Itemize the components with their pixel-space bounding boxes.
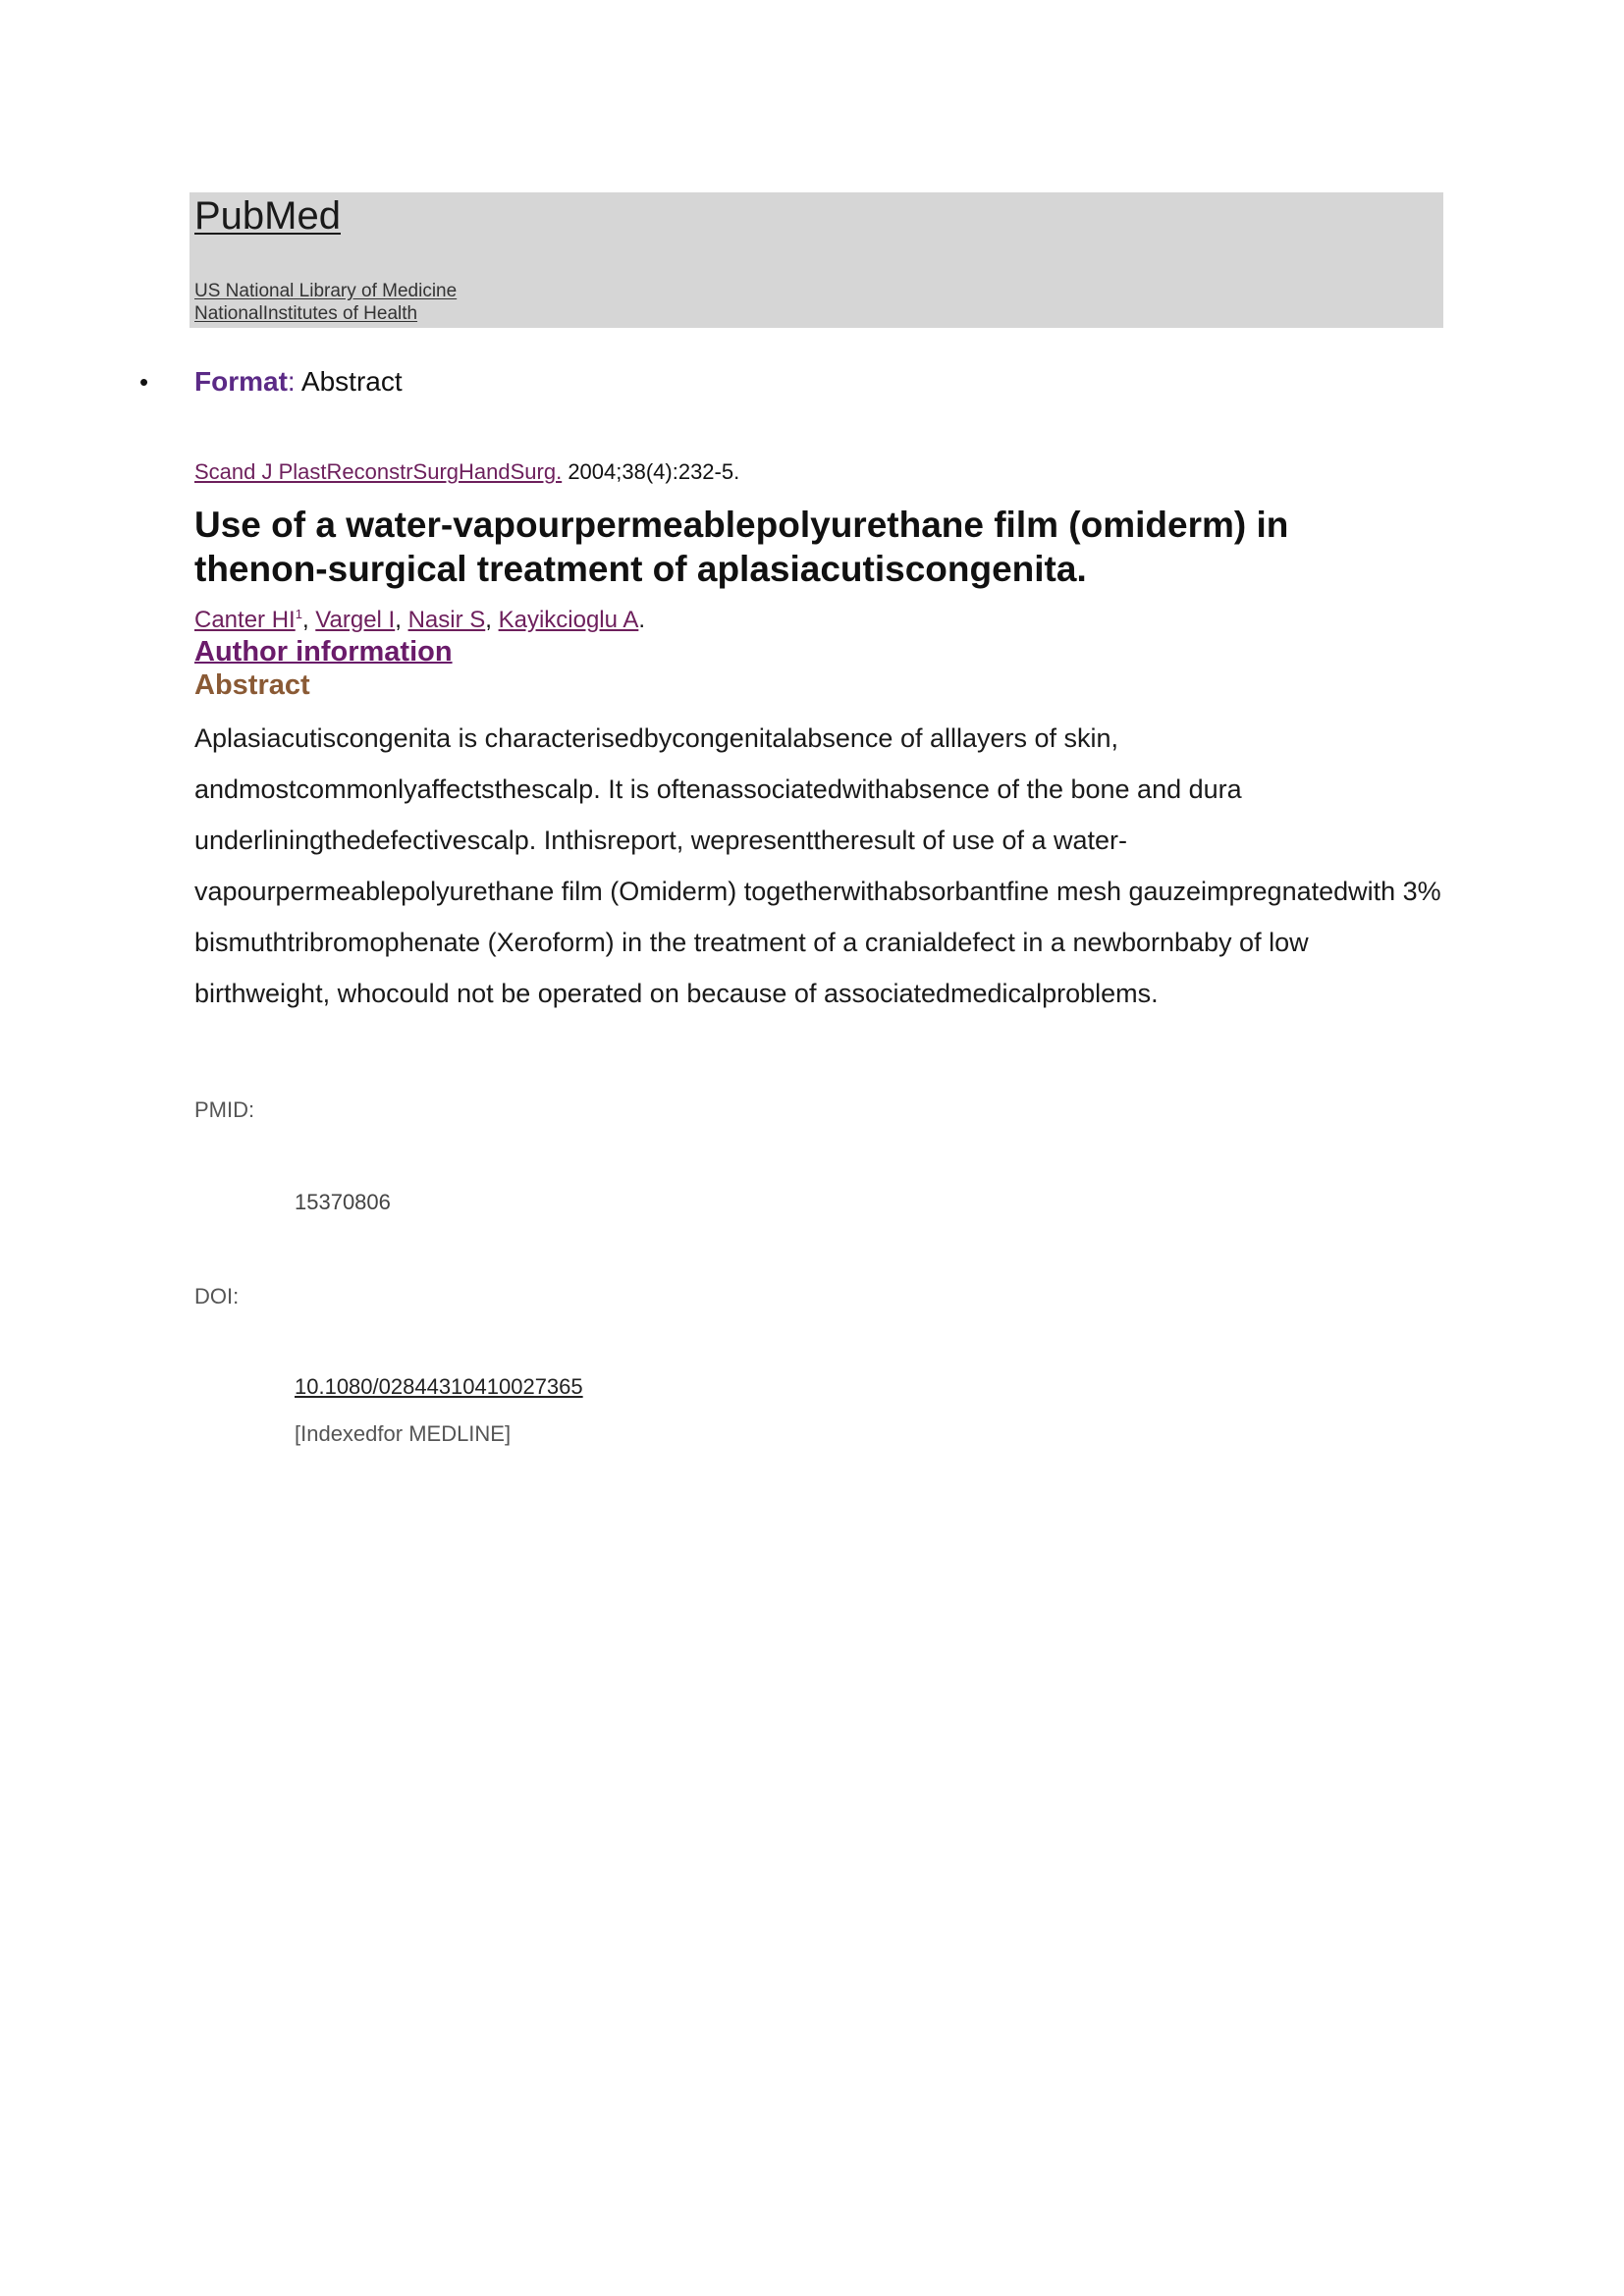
format-label[interactable]: Format: [194, 366, 288, 397]
nlm-link[interactable]: US National Library of Medicine: [194, 281, 458, 301]
citation: [194, 459, 739, 485]
pubmed-header: [189, 192, 1443, 328]
author-link-canter[interactable]: Canter HI: [194, 607, 296, 633]
doi-label: DOI:: [194, 1284, 240, 1308]
format-row: [139, 366, 403, 398]
nih-link[interactable]: NationalInstitutes of Health: [194, 303, 418, 324]
author-information-toggle[interactable]: Author information: [194, 636, 453, 667]
abstract-text: Aplasiacutiscongenita is characterisedbycongenitalabsence of alllayers of skin, andmostcommonlyaffectsthescalp. It is oftenassociatedwithabsence of the bone and dura underliningthedefectivescalp. Inthisreport, wepresenttheresult of use of a water-vapourpermeablepolyurethane film (Omiderm) togetherwithabsorbantfine mesh gauzeimpregnatedwith 3% bismuthtribromophenate (Xeroform) in the treatment of a cranialdefect in a newbornbaby of low birthweight, whocould not be operated on because of associatedmedicalproblems.: [194, 723, 1441, 1008]
author-separator: ,: [301, 607, 316, 633]
doi-link[interactable]: 10.1080/02844310410027365: [295, 1374, 583, 1399]
author-separator: ,: [485, 607, 499, 633]
citation-details: 2004;38(4):232-5.: [562, 459, 740, 484]
author-list: [194, 607, 645, 634]
author-list-end: .: [638, 607, 646, 633]
author-link-kayikcioglu[interactable]: Kayikcioglu A: [498, 607, 639, 633]
bullet-icon: •: [139, 367, 149, 397]
pmid-value: 15370806: [295, 1190, 391, 1214]
article-title: Use of a water-vapourpermeablepolyurethane film (omiderm) in thenon-surgical treatment of aplasiacutiscongenita.: [194, 505, 1289, 589]
author-link-vargel[interactable]: Vargel I: [315, 607, 396, 633]
author-link-nasir[interactable]: Nasir S: [407, 607, 486, 633]
indexed-status: [Indexedfor MEDLINE]: [295, 1421, 512, 1446]
author-separator: ,: [395, 607, 408, 633]
pubmed-logo-link[interactable]: PubMed: [194, 194, 341, 238]
format-separator: :: [287, 366, 296, 397]
pmid-label: PMID:: [194, 1097, 255, 1122]
affiliation-marker: 1: [295, 607, 302, 621]
format-value: Abstract: [295, 366, 403, 397]
abstract-heading: Abstract: [194, 669, 310, 701]
journal-link[interactable]: Scand J PlastReconstrSurgHandSurg.: [194, 459, 563, 484]
